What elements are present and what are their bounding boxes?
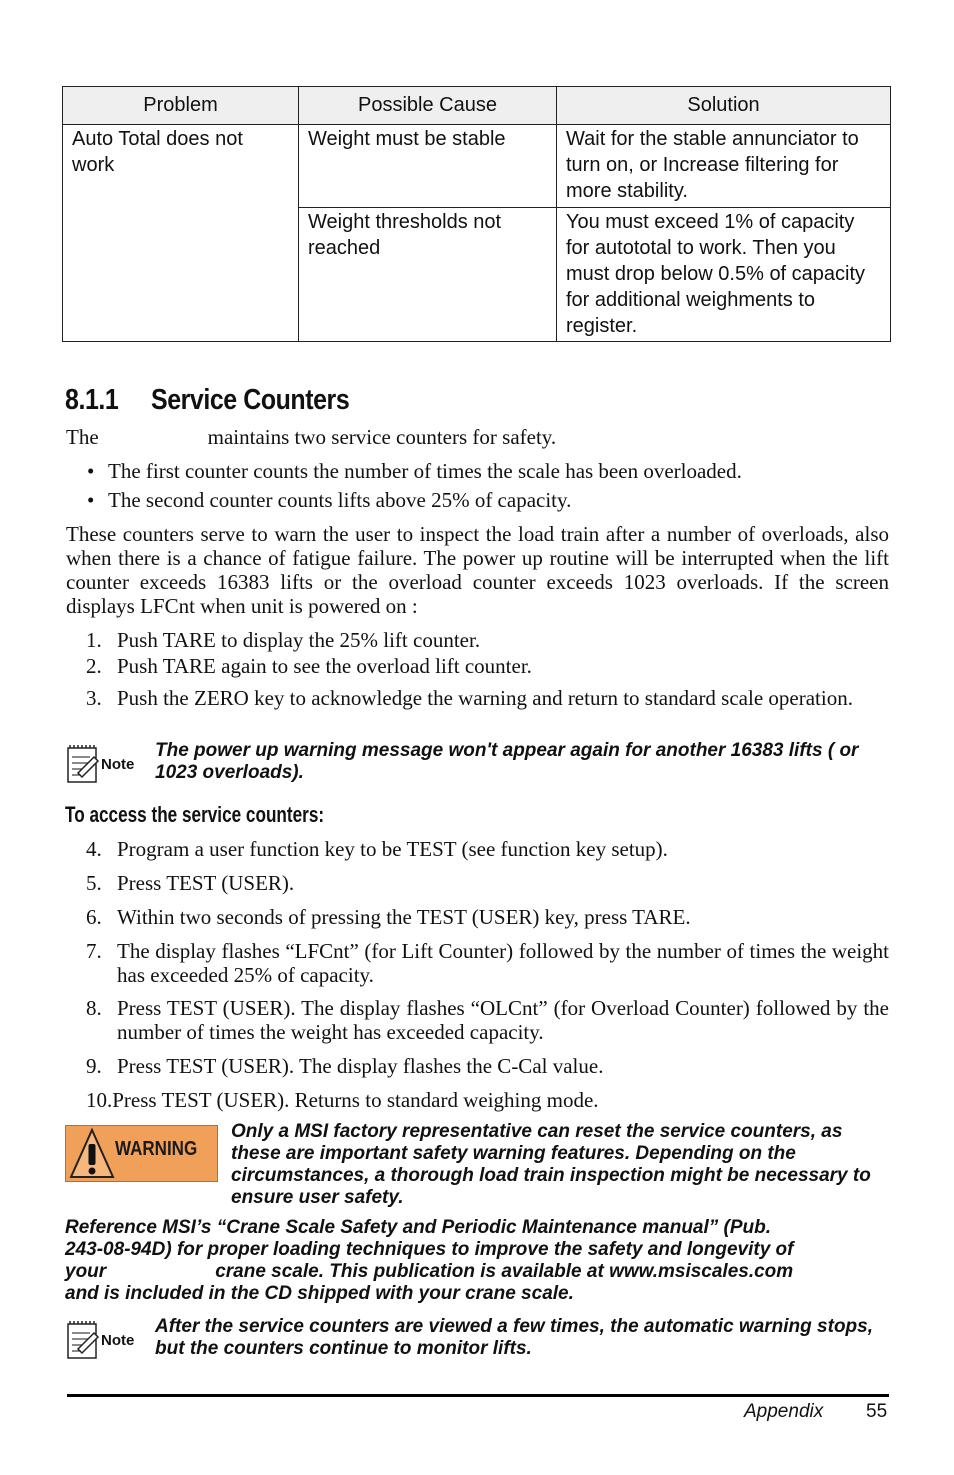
footer-section: Appendix: [744, 1401, 824, 1422]
bullet-text: The first counter counts the number of times the scale has been overloaded.: [108, 459, 742, 483]
reference-paragraph: Reference MSI’s “Crane Scale Safety and Periodic Maintenance manual” (Pub. 243-08-94D) for proper loading techniques to improve the safety and longevity of your crane scale. This publication is available at www.msiscales.com and is included in the CD shipped with your crane scale.: [65, 1217, 794, 1304]
bullet-item: • The second counter counts lifts above 25% of capacity.: [87, 488, 572, 512]
note-icon: [66, 743, 142, 790]
note-text: After the service counters are viewed a few times, the automatic warning stops, but the counters continue to monitor lifts.: [155, 1316, 874, 1359]
list-item: 4. Program a user function key to be TEST (see function key setup).: [86, 837, 668, 861]
list-item: 7. The display flashes “LFCnt” (for Lift Counter) followed by the number of times the weight has exceeded 25% of capacity.: [86, 939, 889, 987]
warning-box: [65, 1125, 218, 1182]
step-text: Push TARE again to see the overload lift counter.: [117, 654, 532, 678]
step-text: The display flashes “LFCnt” (for Lift Counter) followed by the number of times the weight has exceeded 25% of capacity.: [117, 939, 889, 987]
section-heading: [65, 384, 349, 417]
list-item: 10.Press TEST (USER). Returns to standard weighing mode.: [86, 1088, 599, 1112]
list-item: 8. Press TEST (USER). The display flashes “OLCnt” (for Overload Counter) followed by the number of times the weight has exceeded capacity.: [86, 996, 889, 1044]
page-number: 55: [866, 1401, 888, 1422]
subheading: To access the service counters:: [65, 802, 325, 827]
step-text: Program a user function key to be TEST (see function key setup).: [117, 837, 668, 861]
warning-triangle-icon: [69, 1127, 115, 1179]
list-item: 3. Push the ZERO key to acknowledge the warning and return to standard scale operation.: [86, 686, 853, 710]
list-item: 9. Press TEST (USER). The display flashes the C-Cal value.: [86, 1054, 604, 1078]
intro-pre: The: [66, 425, 99, 449]
column-header: Solution: [557, 87, 891, 125]
list-item: 5. Press TEST (USER).: [86, 871, 295, 895]
table-row: [63, 125, 891, 208]
svg-text:Note: Note: [101, 756, 135, 773]
list-item: 1. Push TARE to display the 25% lift counter.: [86, 628, 481, 652]
problem-cell: Auto Total does not work: [63, 125, 299, 342]
step-text: Press TEST (USER). Returns to standard weighing mode.: [112, 1088, 599, 1112]
svg-text:Note: Note: [101, 1332, 135, 1349]
footer-rule: [67, 1394, 889, 1397]
intro-post: maintains two service counters for safety.: [207, 425, 557, 449]
step-text: Press TEST (USER).: [117, 871, 295, 895]
solution-cell: Wait for the stable annunciator to turn on, or Increase filtering for more stability.: [557, 125, 891, 208]
bullet-item: • The first counter counts the number of times the scale has been overloaded.: [87, 459, 742, 483]
intro-text: [66, 425, 556, 449]
list-item: 2. Push TARE again to see the overload lift counter.: [86, 654, 532, 678]
step-text: Within two seconds of pressing the TEST (USER) key, press TARE.: [117, 905, 691, 929]
table-header-row: [63, 87, 891, 125]
step-text: Push TARE to display the 25% lift counter.: [117, 628, 481, 652]
note-icon: [66, 1319, 142, 1366]
troubleshooting-table: [62, 86, 891, 342]
bullet-text: The second counter counts lifts above 25% of capacity.: [108, 488, 572, 512]
column-header: Possible Cause: [299, 87, 557, 125]
cause-cell: Weight must be stable: [299, 125, 557, 208]
warning-label: WARNING: [115, 1138, 198, 1160]
section-title: Service Counters: [151, 384, 350, 416]
column-header: Problem: [63, 87, 299, 125]
cause-cell: Weight thresholds not reached: [299, 208, 557, 342]
section-number: 8.1.1: [65, 384, 119, 416]
warning-text: Only a MSI factory representative can reset the service counters, as these are important safety warning features. Depending on the circumstances, a thorough load train inspection might be necessary to ensure user safety.: [231, 1121, 871, 1208]
step-text: Push the ZERO key to acknowledge the warning and return to standard scale operation.: [117, 686, 853, 710]
body-paragraph: These counters serve to warn the user to inspect the load train after a number of overloads, also when there is a chance of fatigue failure. The power up routine will be interrupted when the lift counter exceeds 16383 lifts or the overload counter exceeds 1023 overloads. If the screen displays LFCnt when unit is powered on :: [66, 522, 889, 618]
list-item: 6. Within two seconds of pressing the TEST (USER) key, press TARE.: [86, 905, 691, 929]
note-text: The power up warning message won't appear again for another 16383 lifts ( or 1023 overloads).: [155, 740, 859, 783]
solution-cell: You must exceed 1% of capacity for autototal to work. Then you must drop below 0.5% of capacity for additional weighments to register.: [557, 208, 891, 342]
step-text: Press TEST (USER). The display flashes “OLCnt” (for Overload Counter) followed by the number of times the weight has exceeded capacity.: [117, 996, 889, 1044]
step-text: Press TEST (USER). The display flashes the C-Cal value.: [117, 1054, 604, 1078]
